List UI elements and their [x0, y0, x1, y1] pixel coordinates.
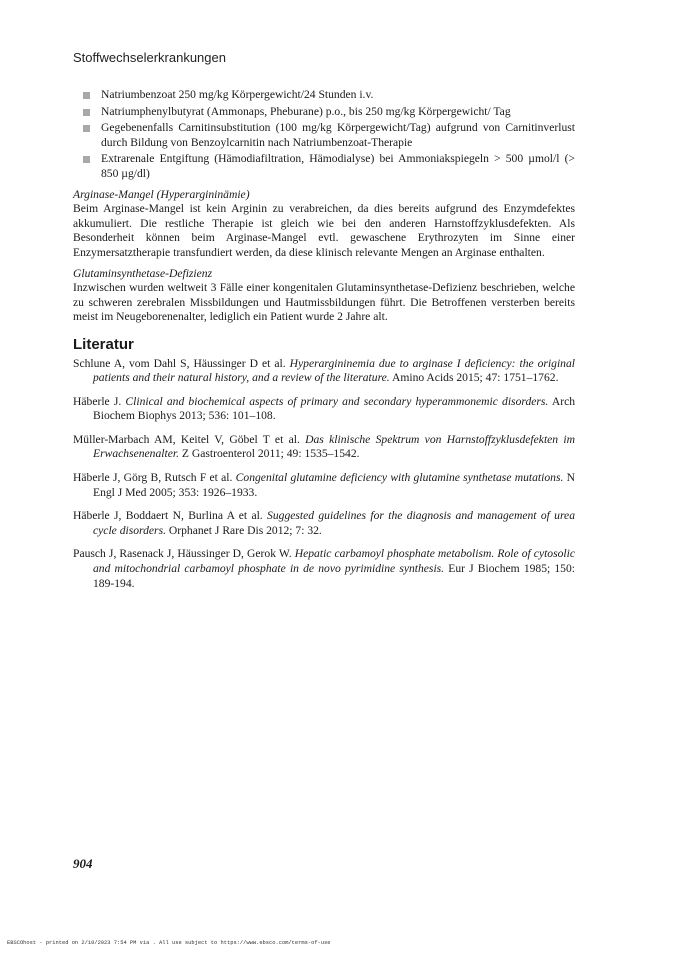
therapy-bullet-list: [73, 88, 575, 182]
reference-item: [73, 471, 575, 500]
reference-title: Hyperargininemia due to arginase I deficiency: the original patients and their natural history, and a review of the literature.: [93, 356, 575, 385]
square-bullet-icon: [83, 109, 90, 116]
page-number: 904: [73, 856, 93, 871]
list-item: [73, 88, 575, 103]
reference-authors: Häberle J, Görg B, Rutsch F et al.: [73, 471, 236, 485]
reference-title: Congenital glutamine deficiency with glutamine synthetase mutations.: [235, 471, 564, 485]
reference-authors: Häberle J, Boddaert N, Burlina A et al.: [73, 509, 268, 523]
reference-title: Das klinische Spektrum von Harnstoffzyklusdefekten im Erwachsenenalter.: [93, 432, 575, 461]
reference-source: Amino Acids 2015; 47: 1751–1762.: [389, 371, 559, 385]
square-bullet-icon: [83, 125, 90, 132]
reference-authors: Pausch J, Rasenack J, Häussinger D, Gerok W.: [73, 547, 295, 561]
glutamine-paragraph: Inzwischen wurden weltweit 3 Fälle einer kongenitalen Glutaminsynthetase-Defizienz beschrieben, welche zu schweren zerebralen Missbildungen und Hautmissbildungen führt. Die Betroffenen versterben bereits meist im Neugeborenenalter, lediglich ein Patient wurde 2 Jahre alt.: [73, 281, 575, 324]
reference-item: [73, 509, 575, 538]
list-item-text: Gegebenenfalls Carnitinsubstitution (100 mg/kg Körpergewicht/Tag) aufgrund von Carnitinverlust durch Bildung von Benzoylcarnitin nach Natriumbenzoat-Therapie: [101, 121, 575, 149]
reference-source: N Engl J Med 2005; 353: 1926–1933.: [93, 471, 575, 499]
list-item: [73, 105, 575, 120]
reference-item: [73, 547, 575, 591]
list-item-text: Natriumbenzoat 250 mg/kg Körpergewicht/24 Stunden i.v.: [101, 88, 374, 101]
reference-title: Hepatic carbamoyl phosphate metabolism. Role of cytosolic and mitochondrial carbamoyl phosphate in de novo pyrimidine synthesis.: [93, 547, 576, 576]
running-head: Stoffwechselerkrankungen: [73, 50, 226, 65]
page-content: [73, 88, 575, 600]
reference-item: [73, 433, 575, 462]
list-item: [73, 121, 575, 150]
reference-authors: Schlune A, vom Dahl S, Häussinger D et al.: [73, 356, 290, 370]
reference-item: [73, 395, 575, 424]
reference-title: Clinical and biochemical aspects of primary and secondary hyperammonemic disorders.: [125, 394, 549, 408]
reference-source: Arch Biochem Biophys 2013; 536: 101–108.: [93, 394, 576, 423]
reference-authors: Häberle J.: [73, 394, 126, 408]
arginase-paragraph: Beim Arginase-Mangel ist kein Arginin zu verabreichen, da dies bereits aufgrund des Enzymdefektes akkumuliert. Die restliche Therapie ist gleich wie bei den anderen Harnstoffzyklusdefekten. Als Besonderheit können beim Arginase-Mangel evtl. gewaschene Erythrozyten im Sinne einer Enzymersatztherapie transfundiert werden, da diese klinisch relevante Mengen an Arginase enthalten.: [73, 202, 575, 259]
reference-source: Z Gastroenterol 2011; 49: 1535–1542.: [178, 447, 360, 461]
square-bullet-icon: [83, 92, 90, 99]
square-bullet-icon: [83, 156, 90, 163]
list-item: [73, 152, 575, 181]
reference-list: [73, 357, 575, 592]
glutamine-heading: Glutaminsynthetase-Defizienz: [73, 266, 213, 280]
reference-authors: Müller-Marbach AM, Keitel V, Göbel T et al.: [73, 432, 306, 446]
literature-heading: Literatur: [73, 335, 134, 353]
list-item-text: Extrarenale Entgiftung (Hämodiafiltration, Hämodialyse) bei Ammoniakspiegeln > 500 µmol/l (> 850 µg/dl): [101, 152, 575, 180]
reference-source: Orphanet J Rare Dis 2012; 7: 32.: [165, 523, 322, 537]
list-item-text: Natriumphenylbutyrat (Ammonaps, Pheburane) p.o., bis 250 mg/kg Körpergewicht/ Tag: [101, 104, 511, 118]
arginase-heading: Arginase-Mangel (Hyperargininämie): [73, 187, 250, 201]
reference-item: [73, 357, 575, 386]
ebsco-footer: EBSCOhost - printed on 2/10/2023 7:54 PM via . All use subject to https://www.ebsco.com/terms-of-use: [7, 940, 331, 946]
reference-source: Eur J Biochem 1985; 150: 189-194.: [93, 562, 575, 590]
reference-title: Suggested guidelines for the diagnosis and management of urea cycle disorders.: [93, 509, 575, 537]
